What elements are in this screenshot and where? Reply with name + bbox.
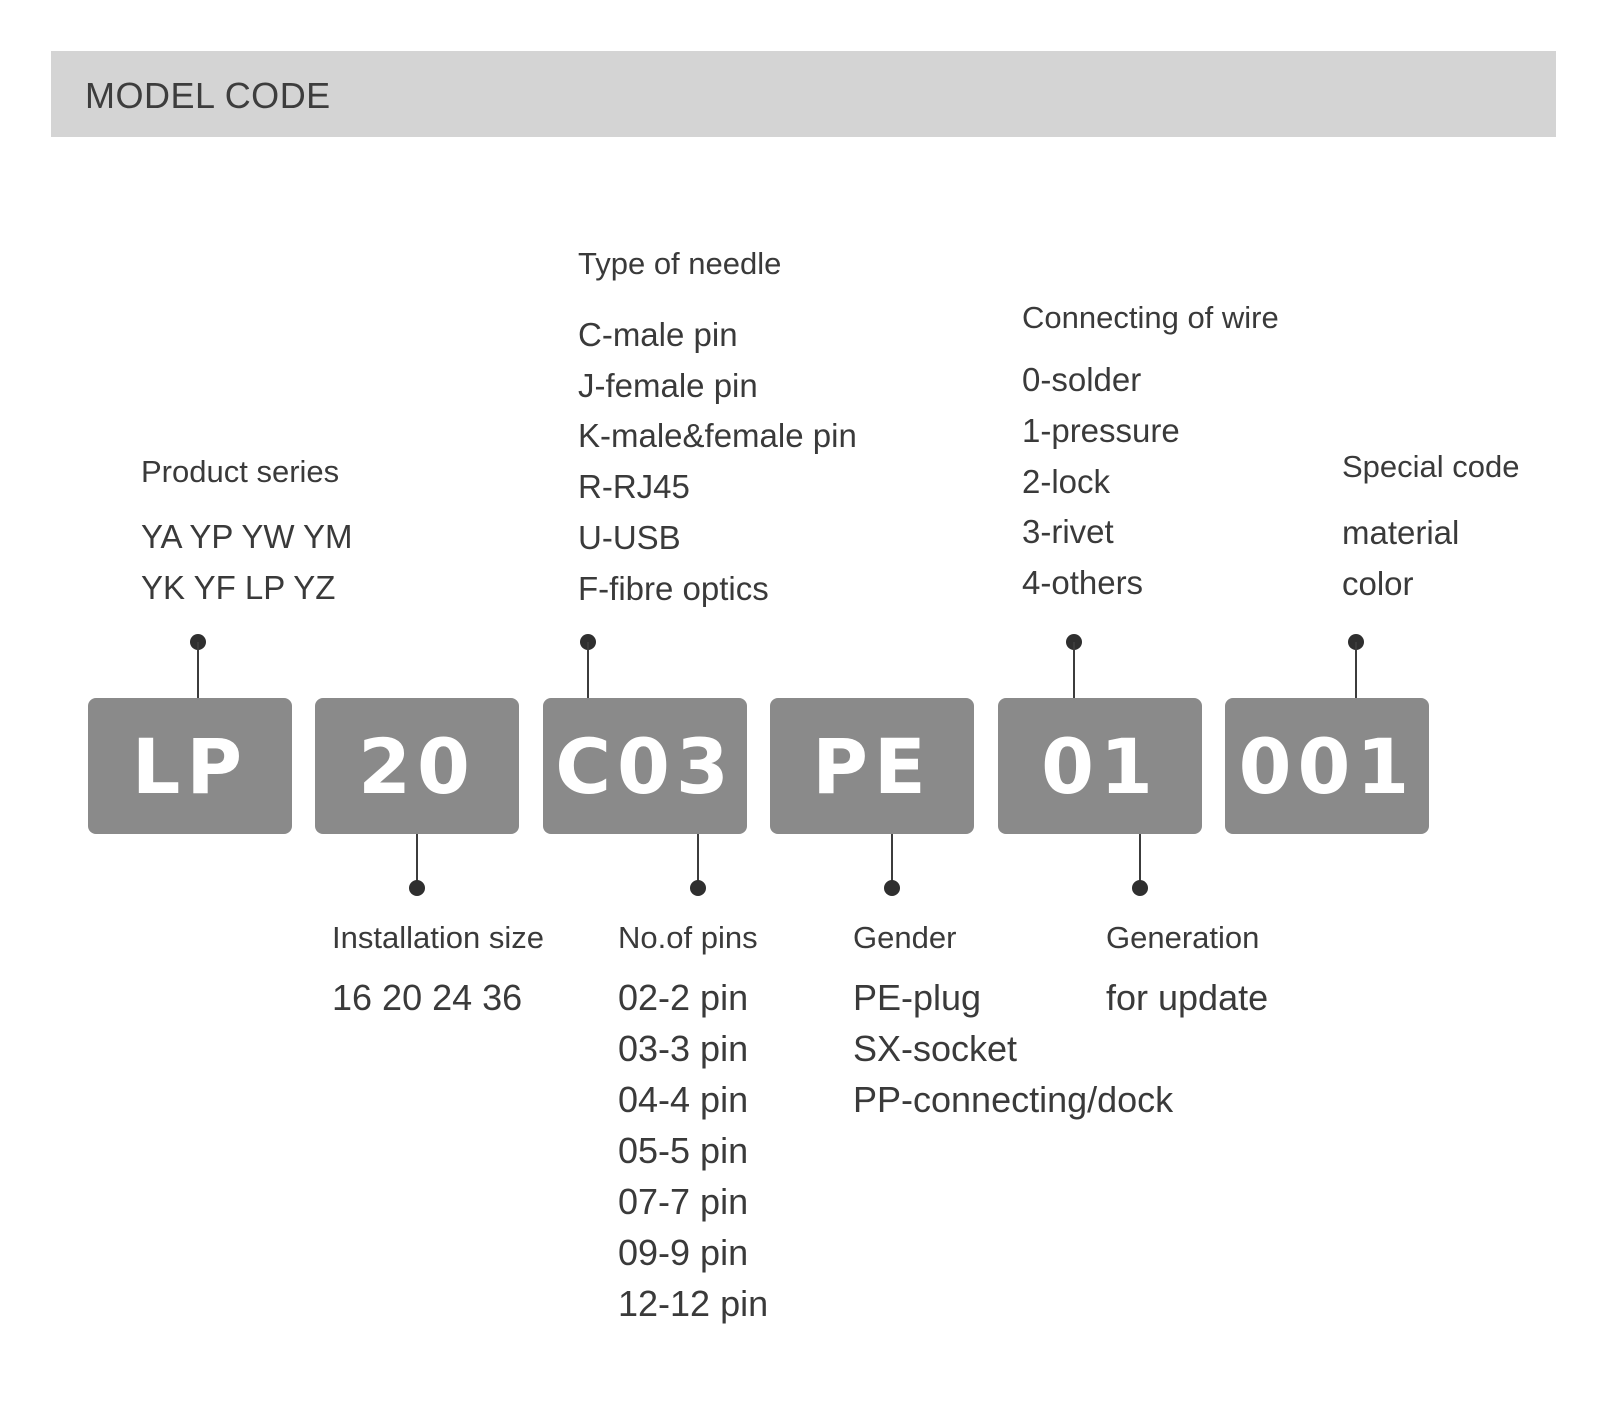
code-box-product-series: LP [88,698,292,834]
connector-line [1073,642,1075,698]
gender-item: PP-connecting/dock [853,1079,1174,1120]
installation-size-title: Installation size [332,920,544,955]
connecting-of-wire-item: 2-lock [1022,463,1111,500]
gender-title: Gender [853,920,957,955]
no-of-pins-item: 12-12 pin [618,1283,769,1324]
no-of-pins-item: 09-9 pin [618,1232,749,1273]
connector-line [587,642,589,698]
gender-item: PE-plug [853,977,982,1018]
type-of-needle-item: J-female pin [578,367,758,404]
connecting-of-wire-item: 0-solder [1022,361,1142,398]
connector-line [1355,642,1357,698]
no-of-pins-item: 04-4 pin [618,1079,749,1120]
connecting-of-wire-item: 1-pressure [1022,412,1180,449]
type-of-needle-title: Type of needle [578,246,782,281]
no-of-pins-item: 07-7 pin [618,1181,749,1222]
no-of-pins-title: No.of pins [618,920,758,955]
connector-dot [884,880,900,896]
connecting-of-wire-item: 3-rivet [1022,513,1114,550]
product-series-title: Product series [141,454,340,489]
code-box-needle-pins: C03 [543,698,747,834]
header-bar [51,51,1556,137]
no-of-pins-item: 05-5 pin [618,1130,749,1171]
code-box-installation-size: 20 [315,698,519,834]
generation-item: for update [1106,977,1269,1018]
connector-dot [409,880,425,896]
type-of-needle-item: R-RJ45 [578,468,690,505]
code-box-special-code: 001 [1225,698,1429,834]
connecting-of-wire-item: 4-others [1022,564,1144,601]
special-code-item: color [1342,565,1414,602]
code-box-wire-generation: 01 [998,698,1202,834]
generation-title: Generation [1106,920,1260,955]
connector-line [197,642,199,698]
type-of-needle-item: F-fibre optics [578,570,769,607]
connecting-of-wire-title: Connecting of wire [1022,300,1279,335]
product-series-item: YK YF LP YZ [141,569,336,606]
type-of-needle-item: K-male&female pin [578,417,857,454]
no-of-pins-item: 02-2 pin [618,977,749,1018]
no-of-pins-item: 03-3 pin [618,1028,749,1069]
type-of-needle-item: C-male pin [578,316,738,353]
connector-dot [690,880,706,896]
gender-item: SX-socket [853,1028,1018,1069]
product-series-item: YA YP YW YM [141,518,353,555]
special-code-title: Special code [1342,449,1520,484]
code-box-gender: PE [770,698,974,834]
connector-dot [1132,880,1148,896]
installation-size-item: 16 20 24 36 [332,977,523,1018]
type-of-needle-item: U-USB [578,519,681,556]
special-code-item: material [1342,514,1460,551]
page-title: MODEL CODE [85,75,331,116]
